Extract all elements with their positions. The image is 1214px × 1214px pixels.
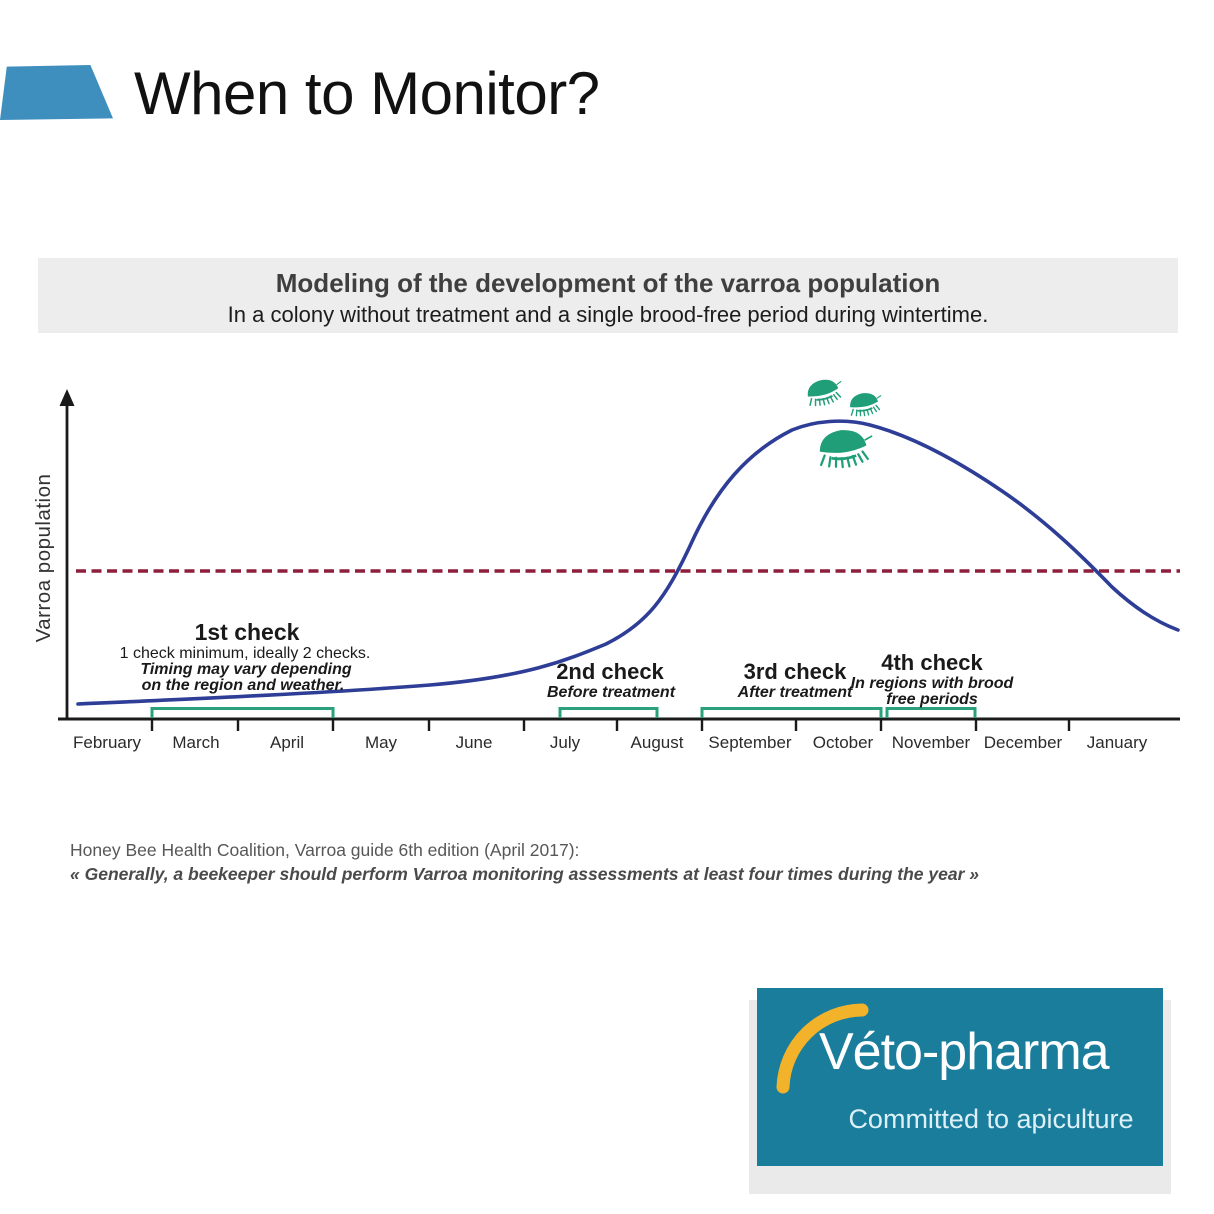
citation-source: Honey Bee Health Coalition, Varroa guide 6th edition (April 2017): (70, 840, 580, 860)
x-axis-label: June (455, 733, 493, 752)
citation (70, 838, 979, 886)
x-axis-label: May (364, 733, 398, 752)
page-title: When to Monitor? (134, 60, 600, 127)
chart-subtitle: In a colony without treatment and a single brood-free period during wintertime. (227, 302, 989, 327)
check-1-note-italic: Timing may vary depending (140, 661, 352, 678)
check-4-note-italic: In regions with brood (850, 675, 1014, 692)
check-1-note: 1 check minimum, ideally 2 checks. (119, 645, 371, 662)
check-2-note-italic: Before treatment (546, 684, 676, 701)
veto-pharma-logo (757, 988, 1163, 1166)
varroa-mite-icon (848, 390, 884, 418)
varroa-mite-icon (818, 427, 875, 469)
check-1-note-italic: on the region and weather. (141, 677, 345, 694)
x-axis-label: October (812, 733, 874, 752)
logo-tagline-text: Committed to apiculture (848, 1104, 1134, 1134)
check-3-label: 3rd check (743, 659, 847, 684)
y-axis-arrow (60, 389, 75, 406)
check-1-label: 1st check (194, 619, 300, 645)
y-axis-label: Varroa population (32, 473, 55, 643)
x-axis-ticks (152, 719, 1069, 731)
x-axis-label: December (983, 733, 1063, 752)
x-axis-label: January (1086, 733, 1148, 752)
x-axis-label: April (269, 733, 305, 752)
check-4-label: 4th check (881, 650, 983, 675)
x-axis-label: July (549, 733, 581, 752)
logo-brand-text: Véto-pharma (819, 1023, 1109, 1081)
check-4-note-italic: free periods (886, 691, 978, 708)
bracket-1st-check (152, 709, 333, 719)
x-axis-label: September (708, 733, 792, 752)
check-3-note-italic: After treatment (737, 684, 853, 701)
bracket-4th-check (887, 709, 975, 719)
chart-title: Modeling of the development of the varroa population (275, 268, 941, 298)
citation-quote: « Generally, a beekeeper should perform Varroa monitoring assessments at least four times during the year » (70, 864, 980, 884)
varroa-mite-icon (805, 375, 846, 408)
x-axis-label: November (891, 733, 971, 752)
x-axis-label: August (630, 733, 684, 752)
bracket-3rd-check (702, 709, 881, 719)
bracket-2nd-check (560, 709, 657, 719)
check-2-label: 2nd check (556, 659, 664, 684)
x-axis-label: February (72, 733, 142, 752)
x-axis-label: March (172, 733, 220, 752)
